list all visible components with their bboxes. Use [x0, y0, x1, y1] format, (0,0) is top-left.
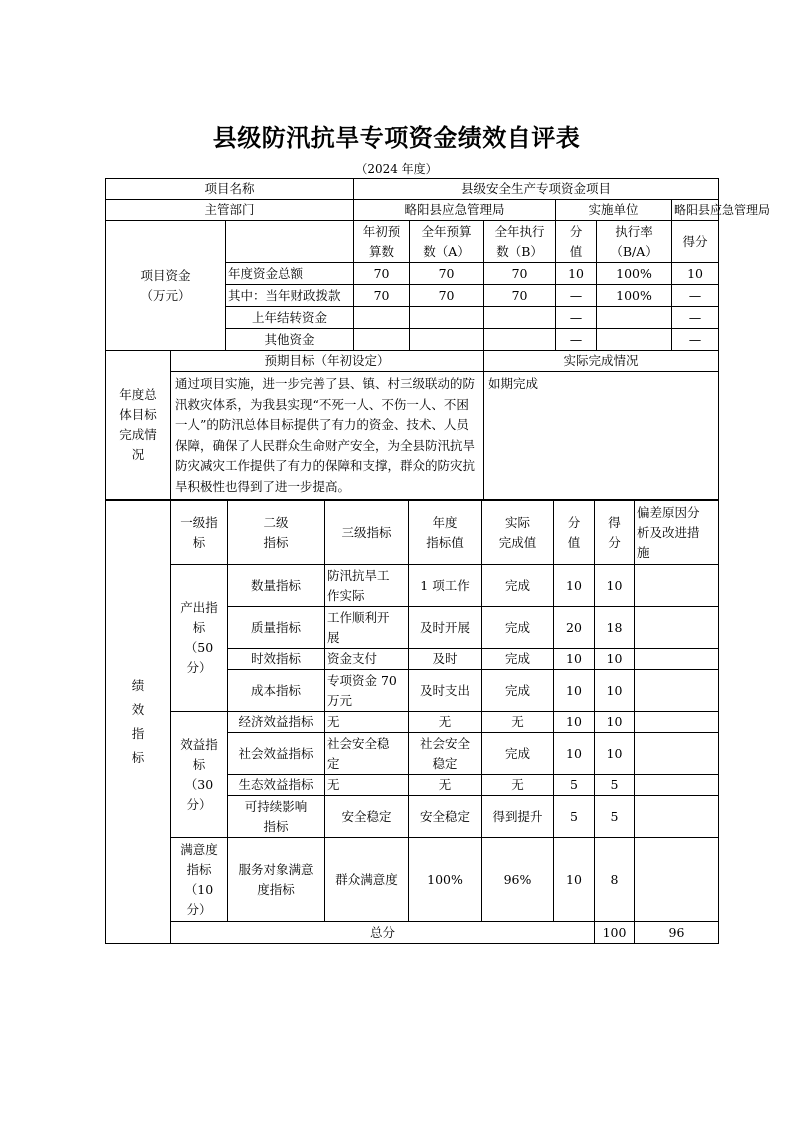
perf-note — [635, 733, 719, 775]
perf-note — [635, 649, 719, 670]
perf-l3: 无 — [325, 712, 409, 733]
goals-expected-text: 通过项目实施，进一步完善了县、镇、村三级联动的防汛救灾体系，为我县实现“不死一人、不伤一人、不困一人”的防汛总体目标提供了有力的资金、技术、人员保障，确保了人民群众生命财产安全，为全县防汛抗旱防灾减灾工作提供了有力的保障和支撑，群众的防灾抗旱积极性也得到了进一步提高。 — [171, 372, 484, 500]
perf-score: 10 — [595, 565, 635, 607]
perf-value: 10 — [554, 670, 595, 712]
funds-row-label: 上年结转资金 — [226, 307, 354, 329]
perf-value: 5 — [554, 775, 595, 796]
funds-budget — [410, 307, 484, 329]
perf-score: 5 — [595, 775, 635, 796]
perf-target: 1 项工作 — [409, 565, 482, 607]
total-label: 总分 — [171, 922, 595, 944]
funds-rate: 100% — [597, 263, 672, 285]
perf-score: 10 — [595, 712, 635, 733]
perf-l2: 数量指标 — [228, 565, 325, 607]
perf-l2: 生态效益指标 — [228, 775, 325, 796]
group-label-benefit: 效益指 标 （30 分） — [171, 712, 228, 838]
funds-budget: 70 — [410, 285, 484, 307]
perf-value: 10 — [554, 712, 595, 733]
perf-l2: 质量指标 — [228, 607, 325, 649]
funds-initial — [354, 307, 410, 329]
page-title: 县级防汛抗旱专项资金绩效自评表 — [212, 124, 581, 152]
perf-l2: 成本指标 — [228, 670, 325, 712]
perf-l3: 社会安全稳 定 — [325, 733, 409, 775]
perf-score: 18 — [595, 607, 635, 649]
funds-row-label: 其中：当年财政拨款 — [226, 285, 354, 307]
funds-initial — [354, 329, 410, 351]
perf-note — [635, 565, 719, 607]
group-label-satisfaction: 满意度 指标 （10 分） — [171, 838, 228, 922]
performance-section-label: 绩 效 指 标 — [106, 501, 171, 944]
perf-target: 及时 — [409, 649, 482, 670]
perf-actual: 完成 — [482, 733, 554, 775]
funds-budget: 70 — [410, 263, 484, 285]
perf-score: 8 — [595, 838, 635, 922]
funds-row-label: 其他资金 — [226, 329, 354, 351]
perf-note — [635, 712, 719, 733]
funds-score: — — [672, 285, 719, 307]
perf-note — [635, 670, 719, 712]
perf-target: 无 — [409, 712, 482, 733]
funds-rate: 100% — [597, 285, 672, 307]
perf-target: 无 — [409, 775, 482, 796]
funds-header-exec: 全年执行 数（B） — [484, 221, 556, 263]
project-name-label: 项目名称 — [106, 179, 354, 200]
funds-score: — — [672, 329, 719, 351]
funds-score-value: — — [556, 329, 597, 351]
perf-l2: 社会效益指标 — [228, 733, 325, 775]
page-subtitle: （2024 年度） — [355, 162, 438, 176]
perf-target: 及时支出 — [409, 670, 482, 712]
perf-actual: 无 — [482, 775, 554, 796]
perf-score: 5 — [595, 796, 635, 838]
perf-note — [635, 796, 719, 838]
perf-header-actual: 实际 完成值 — [482, 501, 554, 565]
perf-l2: 可持续影响 指标 — [228, 796, 325, 838]
perf-l3: 安全稳定 — [325, 796, 409, 838]
perf-target: 100% — [409, 838, 482, 922]
funds-header-rate: 执行率 （B/A） — [597, 221, 672, 263]
total-row — [106, 922, 719, 944]
funds-score: — — [672, 307, 719, 329]
perf-l2: 经济效益指标 — [228, 712, 325, 733]
performance-table — [105, 500, 719, 944]
funds-score-value: — — [556, 307, 597, 329]
perf-l2: 时效指标 — [228, 649, 325, 670]
impl-label: 实施单位 — [556, 200, 672, 221]
perf-note — [635, 775, 719, 796]
perf-target: 及时开展 — [409, 607, 482, 649]
perf-value: 10 — [554, 565, 595, 607]
perf-header-value: 分 值 — [554, 501, 595, 565]
funds-rate — [597, 329, 672, 351]
table-row — [106, 838, 719, 922]
perf-score: 10 — [595, 670, 635, 712]
perf-value: 10 — [554, 649, 595, 670]
perf-score: 10 — [595, 649, 635, 670]
perf-l3: 专项资金 70 万元 — [325, 670, 409, 712]
perf-l3: 资金支付 — [325, 649, 409, 670]
dept-value: 略阳县应急管理局 — [354, 200, 556, 221]
impl-value: 略阳县应急管理局 — [672, 200, 719, 221]
goals-section-label: 年度总 体目标 完成情 况 — [106, 351, 171, 500]
perf-value: 5 — [554, 796, 595, 838]
funds-rate — [597, 307, 672, 329]
project-name: 县级安全生产专项资金项目 — [354, 179, 719, 200]
perf-header-l1: 一级指 标 — [171, 501, 228, 565]
funds-header-score: 得分 — [672, 221, 719, 263]
perf-note — [635, 838, 719, 922]
perf-l3: 工作顺利开 展 — [325, 607, 409, 649]
funds-header-score-value: 分 值 — [556, 221, 597, 263]
perf-header-l2: 二级 指标 — [228, 501, 325, 565]
funds-score: 10 — [672, 263, 719, 285]
perf-l2: 服务对象满意 度指标 — [228, 838, 325, 922]
perf-header-target: 年度 指标值 — [409, 501, 482, 565]
funds-score-value: — — [556, 285, 597, 307]
funds-score-value: 10 — [556, 263, 597, 285]
perf-actual: 完成 — [482, 607, 554, 649]
perf-target: 安全稳定 — [409, 796, 482, 838]
perf-header-l3: 三级指标 — [325, 501, 409, 565]
perf-l3: 防汛抗旱工 作实际 — [325, 565, 409, 607]
perf-score: 10 — [595, 733, 635, 775]
table-row — [106, 712, 719, 733]
funds-initial: 70 — [354, 263, 410, 285]
perf-header-note: 偏差原因分 析及改进措 施 — [635, 501, 719, 565]
funds-exec — [484, 307, 556, 329]
funds-header-initial: 年初预 算数 — [354, 221, 410, 263]
goals-actual-header: 实际完成情况 — [484, 351, 719, 372]
perf-actual: 完成 — [482, 670, 554, 712]
perf-target: 社会安全 稳定 — [409, 733, 482, 775]
perf-actual: 完成 — [482, 565, 554, 607]
project-info-table — [105, 178, 771, 500]
perf-actual: 96% — [482, 838, 554, 922]
table-row — [106, 565, 719, 607]
perf-note — [635, 607, 719, 649]
funds-exec — [484, 329, 556, 351]
perf-value: 10 — [554, 733, 595, 775]
group-label-output: 产出指 标 （50 分） — [171, 565, 228, 712]
funds-exec: 70 — [484, 285, 556, 307]
total-score: 96 — [635, 922, 719, 944]
perf-l3: 群众满意度 — [325, 838, 409, 922]
funds-header-blank — [226, 221, 354, 263]
goals-actual-text: 如期完成 — [484, 372, 719, 500]
funds-header-budget: 全年预算 数（A） — [410, 221, 484, 263]
perf-actual: 无 — [482, 712, 554, 733]
perf-header-score: 得 分 — [595, 501, 635, 565]
goals-expected-header: 预期目标（年初设定） — [171, 351, 484, 372]
perf-actual: 完成 — [482, 649, 554, 670]
dept-label: 主管部门 — [106, 200, 354, 221]
funds-budget — [410, 329, 484, 351]
perf-actual: 得到提升 — [482, 796, 554, 838]
funds-initial: 70 — [354, 285, 410, 307]
perf-value: 20 — [554, 607, 595, 649]
funds-exec: 70 — [484, 263, 556, 285]
funds-row-label: 年度资金总额 — [226, 263, 354, 285]
total-value: 100 — [595, 922, 635, 944]
funds-section-label: 项目资金 （万元） — [106, 221, 226, 351]
perf-l3: 无 — [325, 775, 409, 796]
perf-value: 10 — [554, 838, 595, 922]
